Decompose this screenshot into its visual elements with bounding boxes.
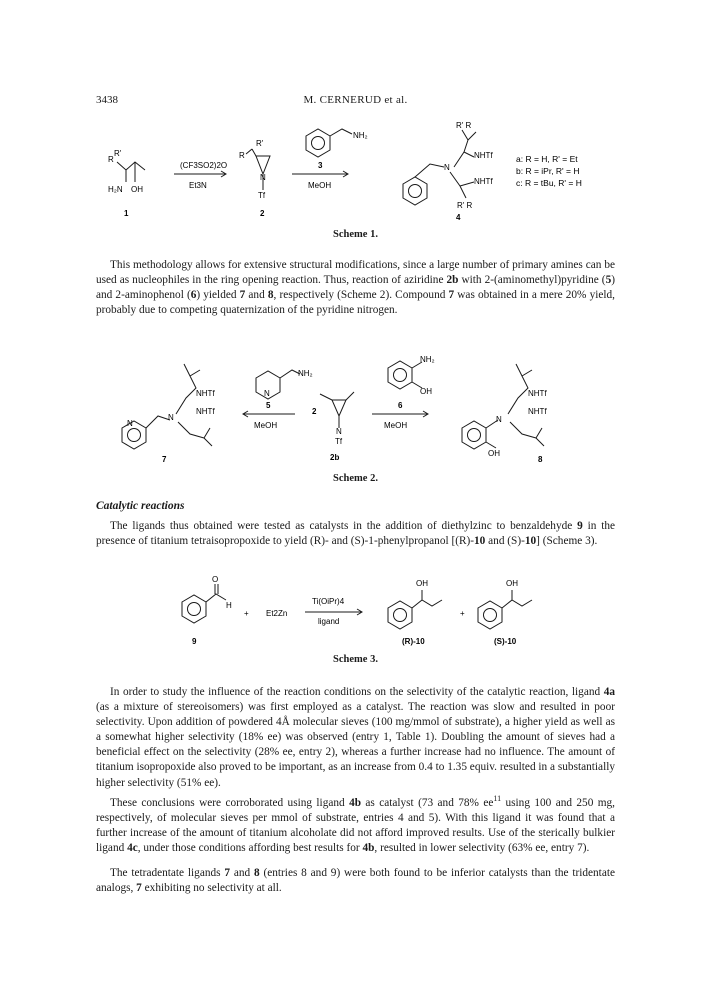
paragraph-1: This methodology allows for extensive structural modifications, since a large number of primary amines can be used as nucleophiles in the ring opening reaction. Thus, reaction of aziridine 2b with 2-(aminomethyl)pyridine (5) and 2-aminophenol (6) yielded 7 and 8, respectively (Scheme 2). Compound 7 was obtained in a mere 20% yield, probably due to competing quaternization of the pyridine nitrogen. [96, 259, 615, 317]
scheme-3 [0, 572, 711, 646]
reagent-6-oh: OH [420, 387, 432, 396]
scheme2-right-arrow-top: 6 [398, 401, 403, 410]
paragraph-5: The tetradentate ligands 7 and 8 (entries 8 and 9) were both found to be inferior catalysts than the tridentate analogs, 7 exhibiting no selectivity at all. [96, 867, 615, 895]
compound-4-nhtf-1: NHTf [474, 151, 493, 160]
scheme1-reagent-2-bottom: MeOH [308, 181, 332, 190]
compound-9-o: O [212, 575, 219, 584]
compound-label-r10: (R)-10 [402, 637, 425, 646]
paragraph-3: In order to study the influence of the reaction conditions on the selectivity of the catalytic reaction, ligand 4a (as a mixture of stereoisomers) was first employed as a catalyst. The reaction was slow and resulted in poor selectivity. Upon addition of powdered 4Å molecular sieves (100 mg/mmol of substrate), a higher yield as well as a somewhat higher selectivity (18% ee) was observed (entry 1, Table 1). Doubling the amount of sieves had a beneficial effect on the selectivity (28% ee, entry 2), whereas a further increase had no influence. The amount of titanium isopropoxide also proved to be important, as an increase from 0.4 to 1.35 equiv. resulted in a substantially higher selectivity (51% ee). [96, 686, 615, 789]
page-number: 3438 [96, 94, 118, 106]
compound-s10-oh: OH [506, 579, 518, 588]
compound-7-nhtf-1: NHTf [196, 389, 215, 398]
reagent-5-n: N [264, 389, 270, 398]
section-heading: Catalytic reactions [96, 500, 185, 512]
scheme3-arrow-top: Ti(OiPr)4 [312, 597, 345, 606]
scheme2-left-arrow-bottom: MeOH [254, 421, 278, 430]
compound-2-r-label: R [239, 151, 245, 160]
compound-8-nhtf-1: NHTf [528, 389, 547, 398]
reagent-5-nh2: NH₂ [298, 369, 313, 378]
compound-2-tf: Tf [258, 191, 266, 200]
compound-4-nhtf-2: NHTf [474, 177, 493, 186]
compound-1-rprime-label: R' [114, 149, 122, 158]
scheme-2 [0, 348, 711, 466]
compound-7-n: N [168, 413, 174, 422]
compound-r10-oh: OH [416, 579, 428, 588]
scheme-2-caption: Scheme 2. [333, 473, 378, 484]
scheme-3-drawing [0, 572, 711, 646]
compound-1-oh: OH [131, 185, 143, 194]
compound-4-r-top: R' R [456, 121, 472, 130]
compound-8-oh: OH [488, 449, 500, 458]
compound-8-n: N [496, 415, 502, 424]
compound-label-4: 4 [456, 213, 461, 222]
running-head: M. CERNERUD et al. [303, 94, 408, 106]
compound-label-1: 1 [124, 209, 129, 218]
substituent-a: a: R = H, R' = Et [516, 154, 578, 164]
scheme3-plus-2: + [460, 609, 465, 618]
scheme-1 [0, 112, 711, 224]
scheme1-reagent-1-bottom: Et3N [189, 181, 207, 190]
compound-label-7: 7 [162, 455, 167, 464]
scheme-1-caption: Scheme 1. [333, 229, 378, 240]
scheme-1-drawing [0, 112, 711, 224]
compound-7-pyridine-n: N [127, 419, 133, 428]
compound-label-2: 2 [260, 209, 265, 218]
compound-1-r-label: R [108, 155, 114, 164]
scheme1-reagent-1-top: (CF3SO2)2O [180, 161, 228, 170]
compound-label-9: 9 [192, 637, 197, 646]
scheme3-arrow-bottom: ligand [318, 617, 340, 626]
compound-2-n: N [260, 173, 266, 182]
reagent-3-nh2: NH₂ [353, 131, 368, 140]
compound-9-h: H [226, 601, 232, 610]
compound-1-nh2: H₂N [108, 185, 123, 194]
compound-8-nhtf-2: NHTf [528, 407, 547, 416]
compound-4-n: N [444, 163, 450, 172]
scheme3-reagent: Et2Zn [266, 609, 288, 618]
scheme2-left-arrow-top: 5 [266, 401, 271, 410]
reagent-6-nh2: NH₂ [420, 355, 435, 364]
compound-label-2b: 2b [330, 453, 340, 462]
scheme-3-caption: Scheme 3. [333, 654, 378, 665]
compound-7-nhtf-2: NHTf [196, 407, 215, 416]
paragraph-4: These conclusions were corroborated using ligand 4b as catalyst (73 and 78% $ee^{11}$ using 100 and 250 mg, respectively, of molecular sieves per mmol of substrate, entries 4 and 5). With this ligand it was found that a further increase of the amount of titanium alcoholate did not afford improved results. Use of the sterically bulkier ligand 4c, under those conditions affording best results for 4b, resulted in lower selectivity (63% ee, entry 7). [96, 794, 616, 855]
scheme3-plus-1: + [244, 609, 249, 618]
compound-2b-n: N [336, 427, 342, 436]
paragraph-2: The ligands thus obtained were tested as catalysts in the addition of diethylzinc to benzaldehyde 9 in the presence of titanium tetraisopropoxide to yield (R)- and (S)-1-phenylpropanol [(R)-10 and (S)-10] (Scheme 3). [96, 520, 615, 548]
compound-label-8: 8 [538, 455, 543, 464]
scheme2-right-arrow-bottom: MeOH [384, 421, 408, 430]
compound-label-s10: (S)-10 [494, 637, 517, 646]
scheme1-reagent-2-top: 3 [318, 161, 323, 170]
scheme2-coefficient: 2 [312, 407, 317, 416]
page-header [96, 94, 615, 110]
compound-4-r-bottom: R' R [457, 201, 473, 210]
scheme-2-drawing [0, 348, 711, 466]
compound-2-rprime-label: R' [256, 139, 264, 148]
substituent-c: c: R = tBu, R' = H [516, 178, 582, 188]
substituent-b: b: R = iPr, R' = H [516, 166, 580, 176]
compound-2b-tf: Tf [335, 437, 343, 446]
